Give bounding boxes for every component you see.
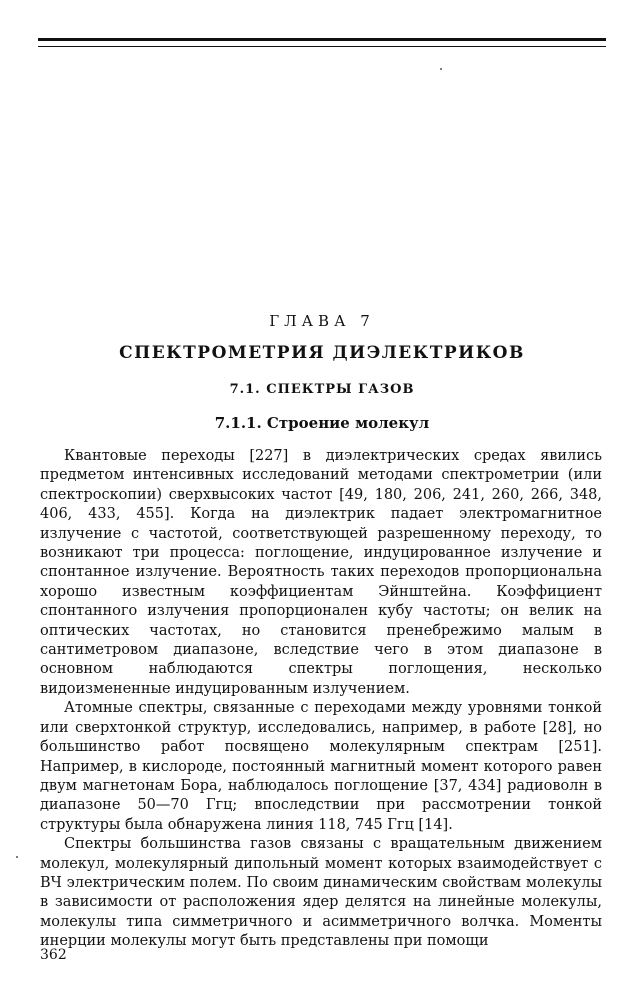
top-rule-thick xyxy=(38,38,606,41)
print-speck xyxy=(16,856,18,858)
paragraph: Квантовые переходы [227] в диэлектрических средах явились предметом интенсивных исследований методами спектрометрии (или спектроскопии) сверхвысоких частот [49, 180, 206, 241, 260, 266, 348, 406, 433, 455]. Когда на диэлектрик падает электромагнитное излучение с частотой, соответствующей разрешенному переходу, то возникают три процесса: поглощение, индуцированное излучение и спонтанное излучение. Вероятность таких переходов пропорциональна хорошо известным коэффициентам Эйнштейна. Коэффициент спонтанного излучения пропорционален кубу частоты; он велик на оптических частотах, но становится пренебрежимо малым в сантиметровом диапазоне, вследствие чего в этом диапазоне в основном наблюдаются спектры поглощения, несколько видоизмененные индуцированным излучением. xyxy=(40,448,602,697)
section-title: 7.1. СПЕКТРЫ ГАЗОВ xyxy=(229,382,415,397)
top-rule-thin xyxy=(38,46,606,47)
chapter-title: СПЕКТРОМЕТРИЯ ДИЭЛЕКТРИКОВ xyxy=(119,343,525,363)
subsection-title: 7.1.1. Строение молекул xyxy=(214,414,430,432)
chapter-label: ГЛАВА 7 xyxy=(269,312,375,330)
body-text xyxy=(40,447,602,952)
paragraph: Спектры большинства газов связаны с вращательным движением молекул, молекулярный дипольный момент которых взаимодействует с ВЧ электрическим полем. По своим динамическим свойствам молекулы в зависимости от расположения ядер делятся на линейные молекулы, молекулы типа симметричного и асимметричного волчка. Моменты инерции молекулы могут быть представлены при помощи xyxy=(40,836,602,950)
page-number: 362 xyxy=(40,947,67,963)
paragraph: Атомные спектры, связанные с переходами между уровнями тонкой или сверхтонкой структур, исследовались, например, в работе [28], но большинство работ посвящено молекулярным спектрам [251]. Например, в кислороде, постоянный магнитный момент которого равен двум магнетонам Бора, наблюдалось поглощение [37, 434] радиоволн в диапазоне 50—70 Ггц; впоследствии при рассмотрении тонкой структуры была обнаружена линия 118, 745 Ггц [14]. xyxy=(40,700,602,833)
print-speck xyxy=(440,68,442,70)
